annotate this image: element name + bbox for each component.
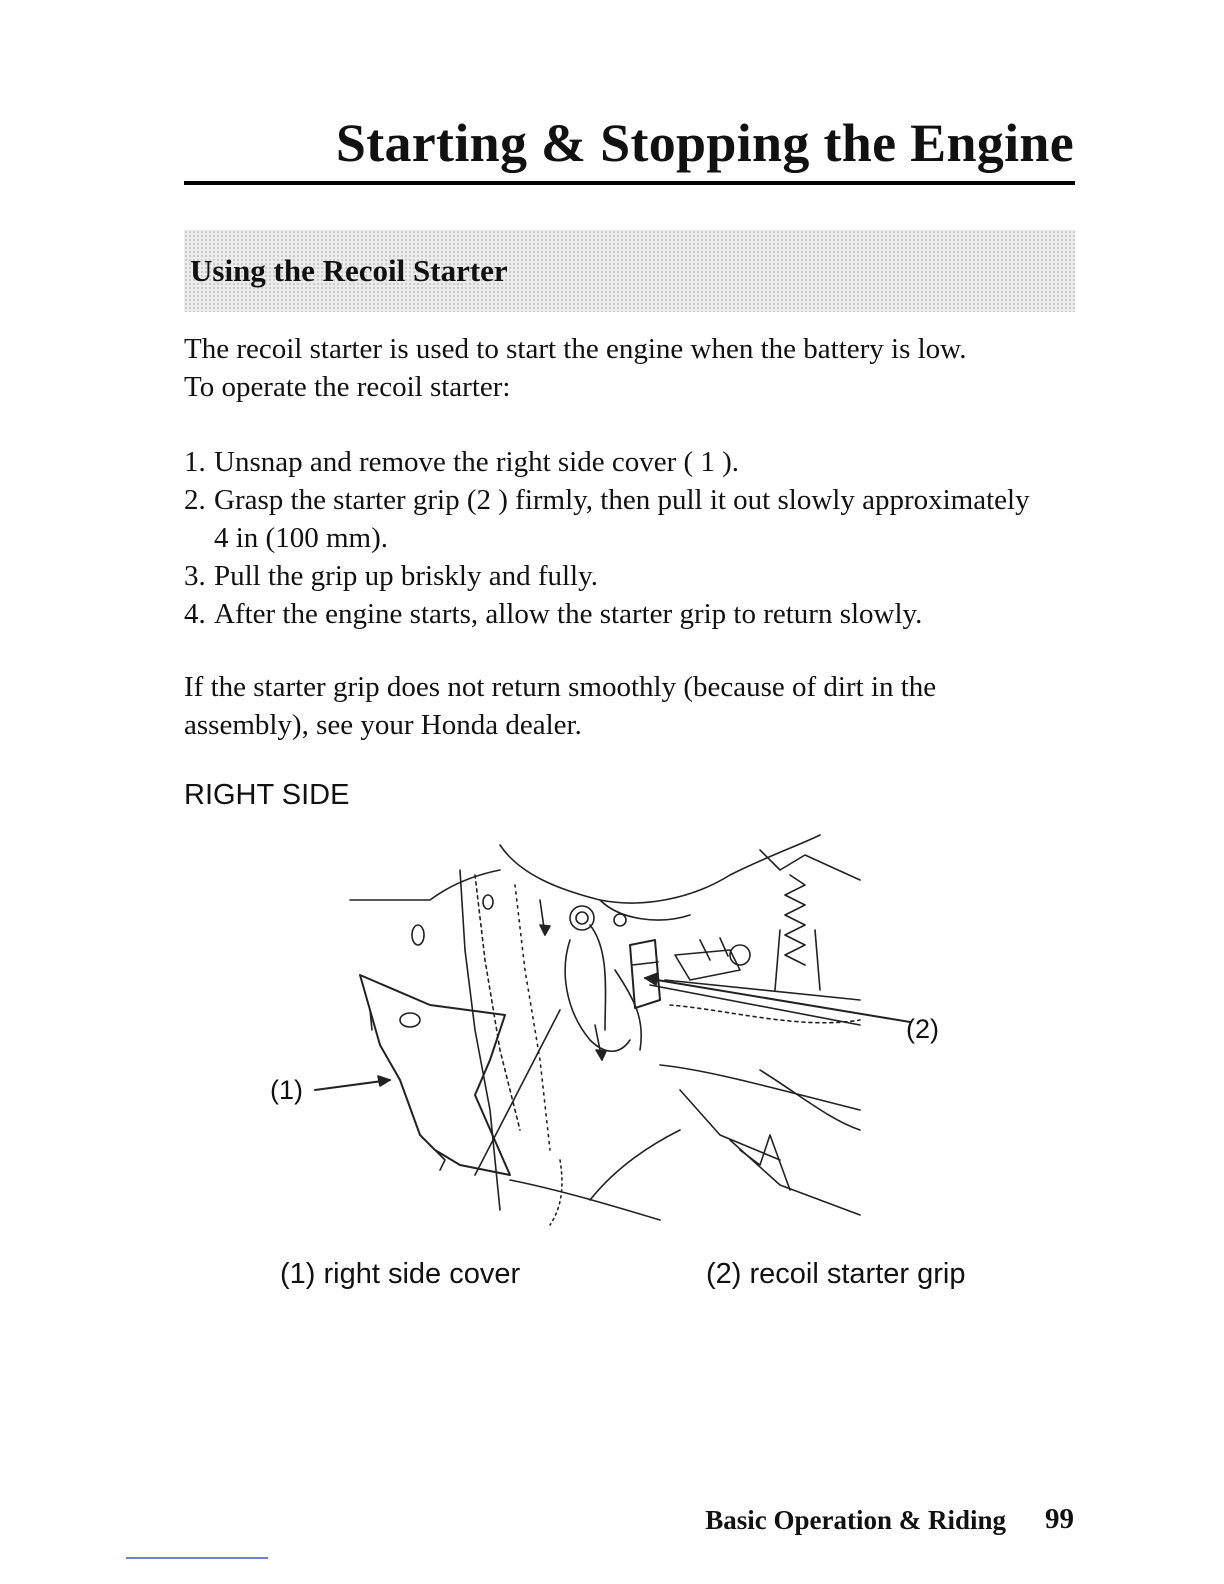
note-line-1: If the starter grip does not return smoothly (because of dirt in the [184, 671, 937, 703]
step-text: After the engine starts, allow the starter grip to return slowly. [214, 598, 923, 630]
step-item [184, 481, 1030, 557]
step-item [184, 557, 1030, 595]
step-text-continuation: 4 in (100 mm). [214, 522, 388, 554]
step-text: Pull the grip up briskly and fully. [214, 560, 598, 592]
note-line-2: assembly), see your Honda dealer. [184, 709, 582, 741]
section-title: Using the Recoil Starter [190, 253, 508, 288]
step-text: Grasp the starter grip (2 ) firmly, then pull it out slowly approximately [214, 484, 1030, 516]
callout-2: (2) [906, 1014, 939, 1044]
intro-line-2: To operate the recoil starter: [184, 371, 511, 403]
step-number: 3. [184, 560, 206, 592]
caption-recoil-starter-grip: (2) recoil starter grip [706, 1258, 966, 1290]
intro-line-1: The recoil starter is used to start the engine when the battery is low. [184, 333, 967, 365]
footer-section-title: Basic Operation & Riding [705, 1505, 1006, 1535]
bottom-mark [126, 1557, 268, 1559]
title-rule [184, 181, 1075, 185]
callout-1: (1) [270, 1075, 303, 1105]
caption-right-side-cover: (1) right side cover [280, 1258, 521, 1290]
right-side-illustration [260, 830, 960, 1230]
step-item [184, 443, 1030, 481]
figure-heading: RIGHT SIDE [184, 779, 350, 811]
step-number: 1. [184, 446, 206, 478]
step-text: Unsnap and remove the right side cover ( 1 ). [214, 446, 740, 478]
page-number: 99 [1045, 1503, 1074, 1535]
step-number: 2. [184, 484, 206, 516]
steps-list [184, 443, 1030, 633]
page-title: Starting & Stopping the Engine [335, 113, 1074, 173]
step-item [184, 595, 1030, 633]
step-number: 4. [184, 598, 206, 630]
